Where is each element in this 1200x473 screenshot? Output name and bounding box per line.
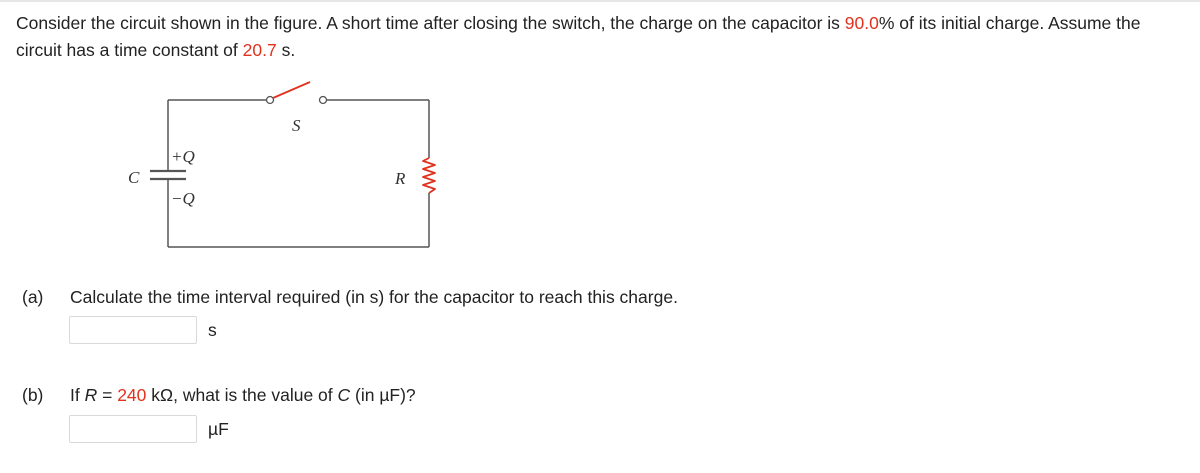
circuit-figure — [120, 80, 460, 270]
minus-q-label: −Q — [171, 189, 195, 208]
problem-text-2: % of its initial charge. Assume the circuit has a time constant of — [16, 13, 1141, 60]
part-b-rest: , what is the value of — [173, 385, 338, 405]
resistance-value: 240 — [117, 385, 147, 405]
part-b-unit-kohm: kΩ — [146, 385, 174, 405]
resistor-zigzag — [423, 158, 435, 193]
part-b-question — [22, 383, 416, 407]
part-b-var-r: R — [84, 385, 98, 405]
plus-q-label: +Q — [171, 147, 195, 166]
part-b-answer-input[interactable] — [69, 415, 197, 443]
resistor-label: R — [395, 169, 406, 188]
part-a-answer-row — [69, 316, 217, 344]
switch-arm — [273, 82, 310, 98]
part-b-answer-row — [69, 415, 229, 443]
switch-terminal-left — [267, 97, 274, 104]
problem-text-3: s. — [276, 40, 296, 60]
percent-value: 90.0 — [844, 13, 879, 33]
capacitor-label: C — [128, 168, 140, 187]
circuit-diagram — [120, 80, 460, 270]
switch-label: S — [292, 116, 301, 135]
part-a-answer-input[interactable] — [69, 316, 197, 344]
time-constant-value: 20.7 — [242, 40, 277, 60]
part-a-question — [22, 285, 678, 309]
part-b-unit: µF — [208, 418, 229, 439]
problem-text-1: Consider the circuit shown in the figure. A short time after closing the switch, the charge on the capacitor is — [16, 13, 845, 33]
part-a-text: Calculate the time interval required (in s) for the capacitor to reach this charge. — [70, 287, 678, 307]
switch-terminal-right — [320, 97, 327, 104]
part-b-eq: = — [97, 385, 118, 405]
top-divider — [0, 0, 1200, 2]
part-b-prefix: If — [70, 385, 85, 405]
part-b-var-c: C — [337, 385, 351, 405]
part-b-end: (in µF)? — [350, 385, 416, 405]
part-a-tag: (a) — [22, 287, 44, 307]
problem-statement — [16, 10, 1186, 64]
part-a-unit: s — [208, 319, 217, 340]
part-b-tag: (b) — [22, 385, 44, 405]
